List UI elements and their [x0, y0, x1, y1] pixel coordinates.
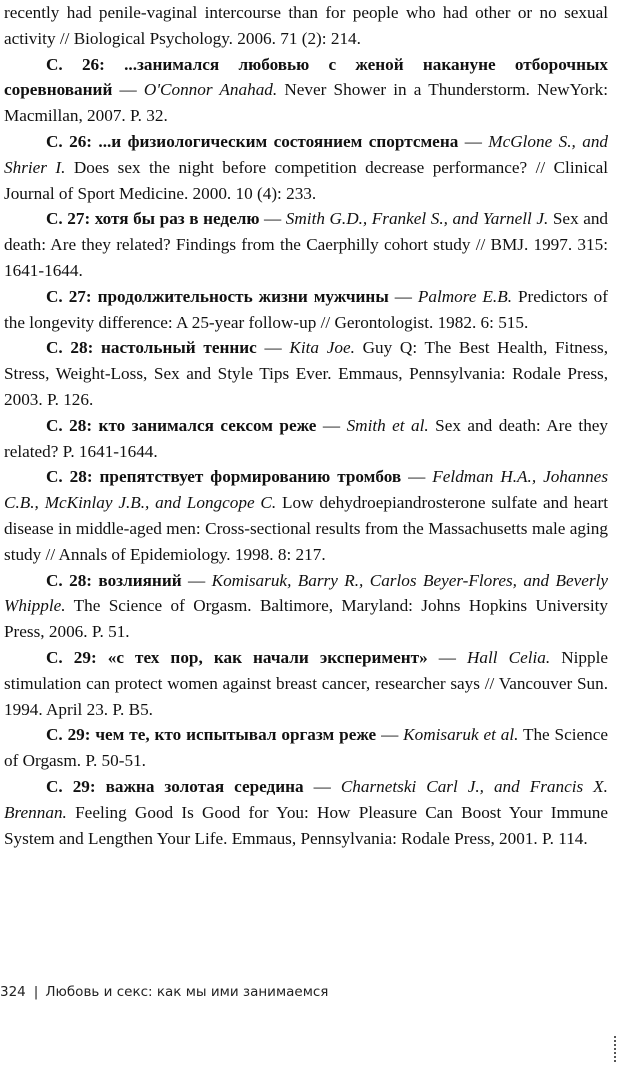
- reference-entry: C. 27: хотя бы раз в неделю — Smith G.D., Frankel S., and Yarnell J. Sex and death: Are they related? Findings from the Caerphilly cohort study // BMJ. 1997. 315: 1641-1644.: [4, 209, 609, 280]
- reference-label: C. 27: продолжительность жизни мужчины: [46, 286, 389, 306]
- reference-entry: C. 28: возлияний — Komisaruk, Barry R., Carlos Beyer-Flores, and Beverly Whipple. The Science of Orgasm. Baltimore, Maryland: Johns Hopkins University Press, 2006. P. 51.: [4, 570, 608, 642]
- reference-label: C. 27: хотя бы раз в неделю: [46, 209, 260, 229]
- reference-label: C. 28: возлияний: [46, 570, 182, 590]
- reference-authors: Komisaruk, Barry R., Carlos Beyer-Flores, and Beverly Whipple.: [4, 570, 608, 616]
- reference-text: Low dehydroepiandrosterone sulfate and heart disease in middle-aged men: Cross-sectional results from the Massachusetts male aging study // Annals of Epidemiology. 1998. 8: 217.: [4, 493, 608, 564]
- reference-text: The Science of Orgasm. Baltimore, Maryland: Johns Hopkins University Press, 2006. P. 51.: [4, 596, 608, 642]
- reference-entry: C. 26: ...и физиологическим состоянием спортсмена — McGlone S., and Shrier I. Does sex the night before competition decrease performance? // Clinical Journal of Sport Medicine. 2000. 10 (4): 233.: [4, 131, 609, 203]
- reference-entry: C. 29: «с тех пор, как начали эксперимент» — Hall Celia. Nipple stimulation can protect women against breast cancer, researcher says // Vancouver Sun. 1994. April 23. P. B5.: [4, 647, 608, 719]
- reference-text: Feeling Good Is Good for You: How Pleasure Can Boost Your Immune System and Lengthen Your Life. Emmaus, Pennsylvania: Rodale Press, 2001. P. 114.: [4, 802, 608, 848]
- reference-text: Predictors of the longevity difference: A 25-year follow-up // Gerontologist. 1982. 6: 515.: [4, 286, 608, 332]
- reference-label: C. 29: «с тех пор, как начали эксперимент»: [46, 647, 428, 667]
- reference-authors: Smith et al.: [346, 415, 429, 435]
- reference-text: recently had penile-vaginal intercourse than for people who had other or no sexual activity // Biological Psychology. 2006. 71 (2): 214.: [4, 3, 608, 48]
- reference-authors: Komisaruk et al.: [403, 725, 519, 745]
- reference-entry: C. 28: препятствует формированию тромбов — Feldman H.A., Johannes C.B., McKinlay J.B., and Longcope C. Low dehydroepiandrosterone sulfate and heart disease in middle-aged men: Cross-sectional results from the Massachusetts male aging study // Annals of Epidemiology. 1998. 8: 217.: [4, 467, 609, 564]
- reference-authors: Kita Joe.: [289, 338, 355, 358]
- reference-authors: Charnetski Carl J., and Francis X. Brennan.: [4, 776, 608, 822]
- reference-authors: Hall Celia.: [467, 647, 551, 667]
- reference-text: Sex and death: Are they related? Findings from the Caerphilly cohort study // BMJ. 1997. 315: 1641-1644.: [4, 209, 609, 280]
- reference-entry: C. 28: настольный теннис — Kita Joe. Guy Q: The Best Health, Fitness, Stress, Weight-Loss, Sex and Style Tips Ever. Emmaus, Pennsylvania: Rodale Press, 2003. P. 126.: [4, 338, 609, 409]
- reference-label: C. 28: кто занимался сексом реже: [46, 415, 317, 435]
- reference-text: Does sex the night before competition decrease performance? // Clinical Journal of Sport Medicine. 2000. 10 (4): 233.: [4, 157, 609, 203]
- reference-label: C. 26: ...и физиологическим состоянием спортсмена: [46, 131, 459, 151]
- page-number: 324: [0, 984, 26, 1000]
- reference-label: C. 28: препятствует формированию тромбов: [46, 467, 402, 487]
- reference-entry: C. 29: важна золотая середина — Charnetski Carl J., and Francis X. Brennan. Feeling Good Is Good for You: How Pleasure Can Boost Your Immune System and Lengthen Your Life. Emmaus, Pennsylvania: Rodale Press, 2001. P. 114.: [4, 776, 608, 848]
- running-title: Любовь и секс: как мы ими занимаемся: [45, 984, 329, 1000]
- reference-authors: Palmore E.B.: [417, 286, 513, 306]
- reference-text: Sex and death: Are they related? P. 1641-1644.: [4, 415, 609, 461]
- reference-label: C. 29: чем те, кто испытывал оргазм реже: [46, 725, 377, 745]
- page-footer: [0, 984, 328, 1000]
- reference-authors: O'Connor Anahad.: [143, 80, 278, 100]
- scan-margin-marks: [614, 1036, 618, 1062]
- reference-authors: Feldman H.A., Johannes C.B., McKinlay J.B., and Longcope C.: [4, 467, 609, 513]
- reference-list: [4, 0, 608, 851]
- reference-text: Guy Q: The Best Health, Fitness, Stress, Weight-Loss, Sex and Style Tips Ever. Emmaus, Pennsylvania: Rodale Press, 2003. P. 126.: [4, 338, 609, 409]
- reference-text: Never Shower in a Thunderstorm. NewYork: Macmillan, 2007. P. 32.: [4, 80, 608, 126]
- reference-text: The Science of Orgasm. P. 50-51.: [4, 725, 609, 771]
- reference-authors: Smith G.D., Frankel S., and Yarnell J.: [285, 209, 549, 229]
- reference-label: C. 28: настольный теннис: [46, 338, 257, 358]
- reference-label: C. 26: ...занимался любовью с женой накануне отборочных соревнований: [4, 54, 608, 100]
- reference-label: C. 29: важна золотая середина: [46, 776, 304, 796]
- reference-text: Nipple stimulation can protect women against breast cancer, researcher says // Vancouver Sun. 1994. April 23. P. B5.: [4, 647, 608, 719]
- reference-entry: C. 28: кто занимался сексом реже — Smith et al. Sex and death: Are they related? P. 1641-1644.: [4, 415, 609, 461]
- reference-entry: C. 26: ...занимался любовью с женой накануне отборочных соревнований — O'Connor Anahad. Never Shower in a Thunderstorm. NewYork: Macmillan, 2007. P. 32.: [4, 54, 608, 126]
- footer-separator: |: [33, 984, 39, 1000]
- reference-entry: C. 27: продолжительность жизни мужчины — Palmore E.B. Predictors of the longevity difference: A 25-year follow-up // Gerontologist. 1982. 6: 515.: [4, 286, 608, 332]
- reference-entry: C. 29: чем те, кто испытывал оргазм реже — Komisaruk et al. The Science of Orgasm. P. 50-51.: [4, 725, 609, 771]
- reference-authors: McGlone S., and Shrier I.: [4, 131, 609, 177]
- reference-entry: [4, 0, 608, 52]
